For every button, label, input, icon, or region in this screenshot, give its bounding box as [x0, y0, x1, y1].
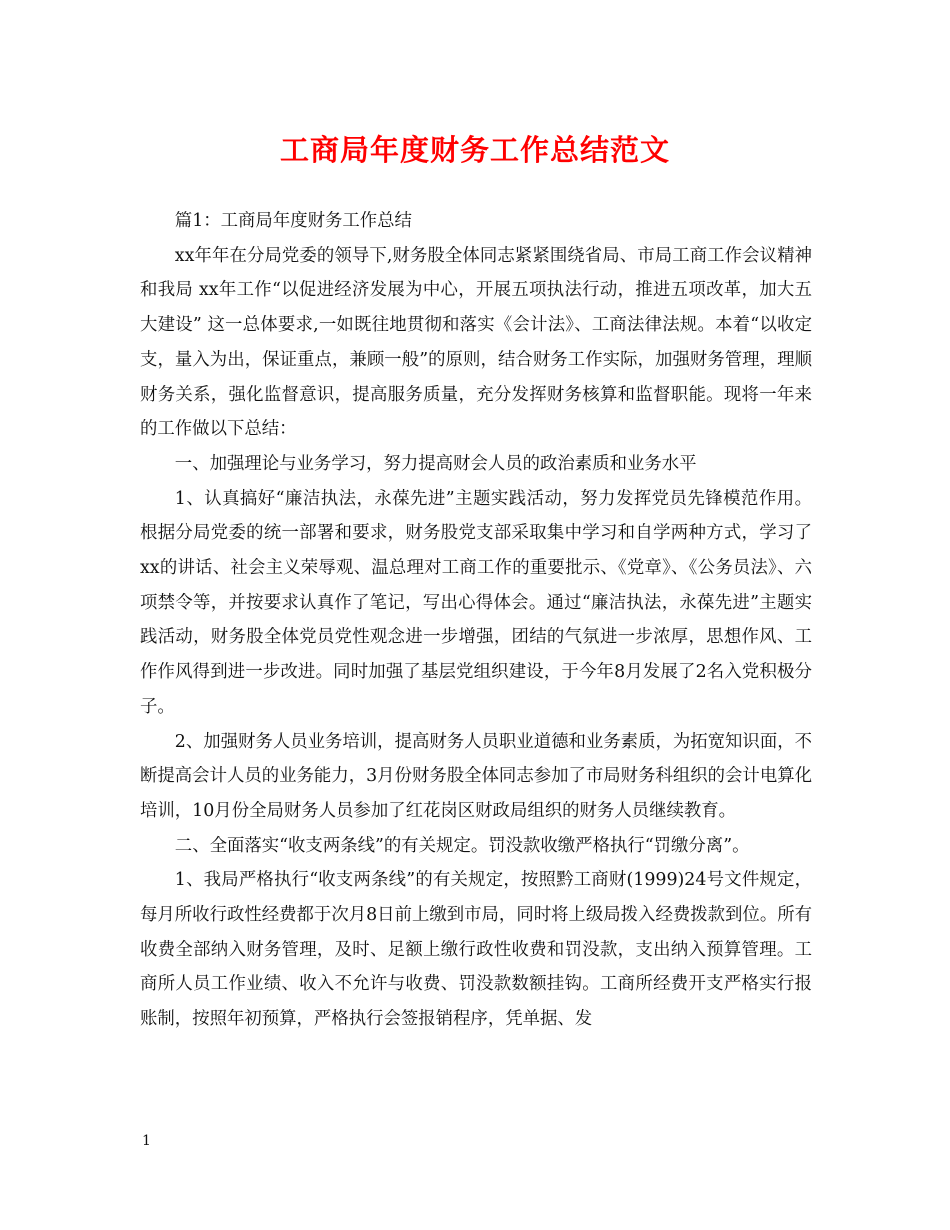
page-number: 1	[142, 1133, 151, 1149]
body-paragraph: 1、认真搞好“廉洁执法，永葆先进”主题实践活动，努力发挥党员先锋模范作用。根据分局党委的统一部署和要求，财务股党支部采取集中学习和自学两种方式，学习了xx的讲话、社会主义荣辱观、温总理对工商工作的重要批示、《党章》、《公务员法》、六项禁令等，并按要求认真作了笔记，写出心得体会。通过“廉洁执法，永葆先进”主题实践活动，财务股全体党员党性观念进一步增强，团结的气氛进一步浓厚，思想作风、工作作风得到进一步改进。同时加强了基层党组织建设，于今年8月发展了2名入党积极分子。	[140, 488, 812, 717]
document-title: 工商局年度财务工作总结范文	[279, 133, 670, 167]
body-paragraph: 1、我局严格执行“收支两条线”的有关规定，按照黔工商财(1999)24号文件规定，每月所收行政性经费都于次月8日前上缴到市局，同时将上级局拨入经费拨款到位。所有收费全部纳入财务管理，及时、足额上缴行政性收费和罚没款，支出纳入预算管理。工商所人员工作业绩、收入不允许与收费、罚没款数额挂钩。工商所经费开支严格实行报账制，按照年初预算，严格执行会签报销程序，凭单据、发	[140, 870, 812, 1030]
body-paragraph: xx年年在分局党委的领导下,财务股全体同志紧紧围绕省局、市局工商工作会议精神和我局 xx年工作“以促进经济发展为中心，开展五项执法行动，推进五项改革，加大五大建设” 这一总体要求,一如既往地贯彻和落实《会计法》、工商法律法规。本着“以收定支，量入为出，保证重点，兼顾一般”的原则，结合财务工作实际，加强财务管理，理顺财务关系，强化监督意识，提高服务质量，充分发挥财务核算和监督职能。现将一年来的工作做以下总结：	[140, 245, 812, 440]
section-heading: 二、全面落实“收支两条线”的有关规定。罚没款收缴严格执行“罚缴分离”。	[174, 835, 750, 856]
section-heading: 篇1：工商局年度财务工作总结	[174, 211, 412, 231]
body-paragraph: 2、加强财务人员业务培训，提高财务人员职业道德和业务素质，为拓宽知识面，不断提高会计人员的业务能力，3月份财务股全体同志参加了市局财务科组织的会计电算化培训，10月份全局财务人员参加了红花岗区财政局组织的财务人员继续教育。	[140, 731, 812, 821]
section-heading: 一、加强理论与业务学习，努力提高财会人员的政治素质和业务水平	[174, 453, 697, 474]
document-body	[140, 204, 812, 1037]
